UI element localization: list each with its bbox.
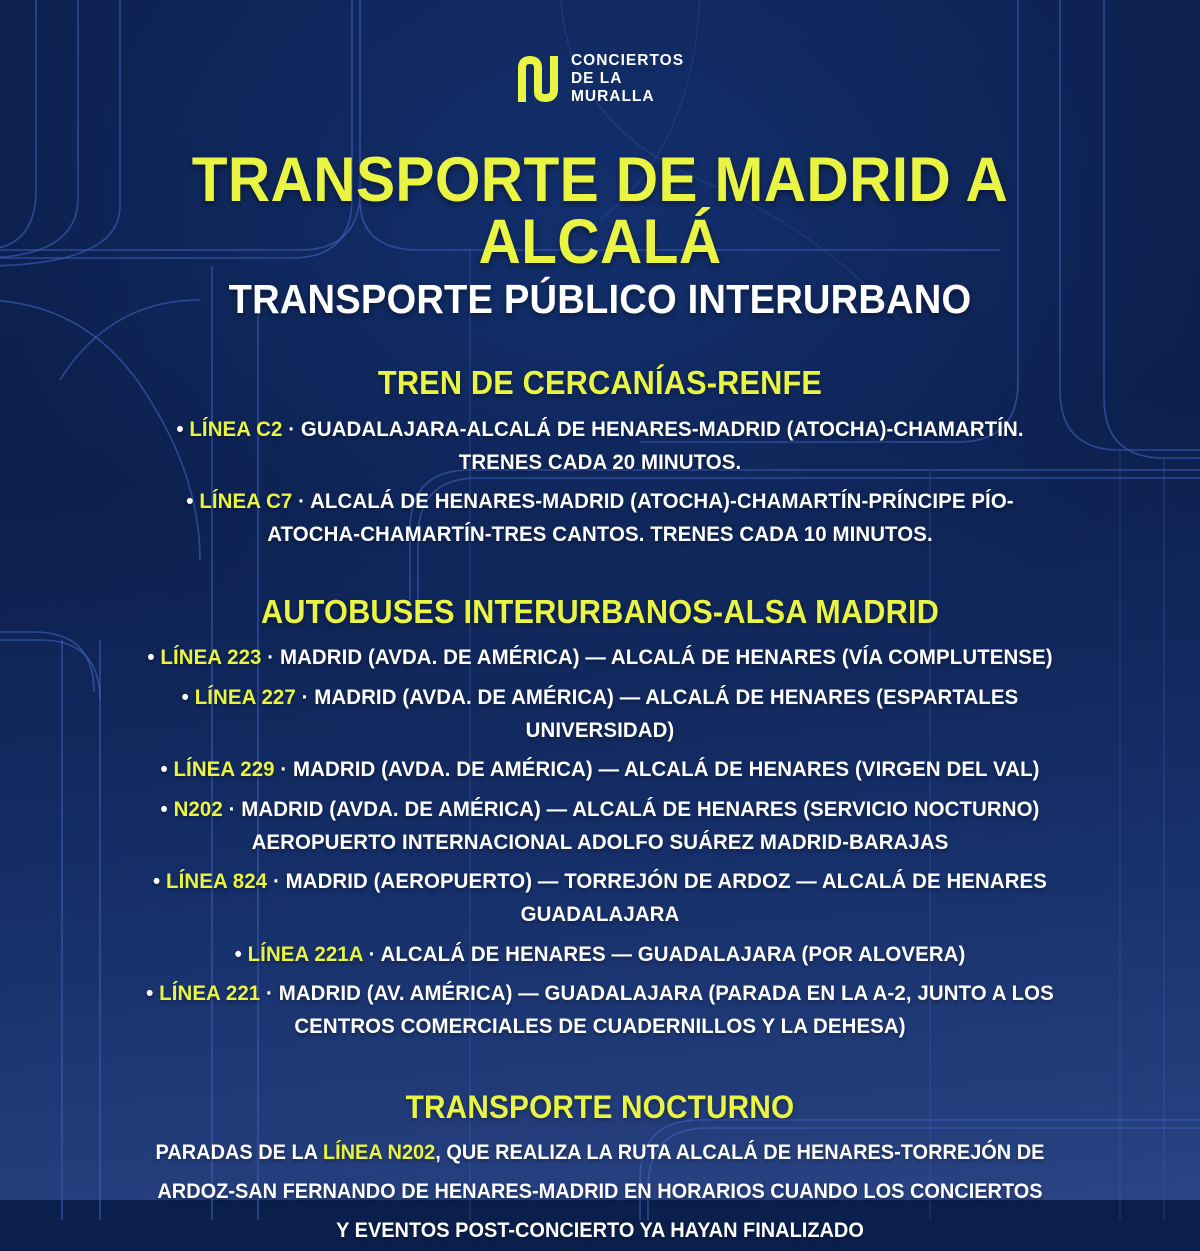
line-separator: · xyxy=(288,417,296,442)
line-description: GUADALAJARA-ALCALÁ DE HENARES-MADRID (ATOCHA)-CHAMARTÍN. TRENES CADA 20 MINUTOS. xyxy=(300,417,1024,474)
transport-line-item xyxy=(144,641,1056,674)
line-description: MADRID (AEROPUERTO) — TORREJÓN DE ARDOZ — ALCALÁ DE HENARES GUADALAJARA xyxy=(285,869,1047,927)
tren-line-list xyxy=(60,413,1140,551)
bullet-icon: • xyxy=(153,869,161,894)
line-number-badge: N202 xyxy=(173,797,223,822)
nocturno-note xyxy=(149,1134,1052,1251)
line-separator: · xyxy=(280,757,288,782)
bullet-icon: • xyxy=(146,981,154,1006)
section-autobuses-interurbanos xyxy=(60,592,1140,1043)
transport-line-item xyxy=(144,681,1056,746)
line-description: MADRID (AVDA. DE AMÉRICA) — ALCALÁ DE HENARES (VIRGEN DEL VAL) xyxy=(293,757,1040,782)
section-heading-tren: TREN DE CERCANÍAS-RENFE xyxy=(377,364,823,402)
muralla-m-logo-icon xyxy=(516,56,560,102)
section-heading-autobuses: AUTOBUSES INTERURBANOS-ALSA MADRID xyxy=(260,592,940,630)
bullet-icon: • xyxy=(160,757,168,782)
nocturno-note-after: , QUE REALIZA LA RUTA ALCALÁ DE HENARES-TORREJÓN DE ARDOZ-SAN FERNANDO DE HENARES-MADRID EN HORARIOS CUANDO LOS CONCIERTOS Y EVENTOS POST-CONCIERTO YA HAYAN FINALIZADO xyxy=(157,1141,1045,1243)
bullet-icon: • xyxy=(181,685,189,710)
bullet-icon: • xyxy=(176,417,184,442)
line-separator: · xyxy=(228,797,236,822)
transport-line-item xyxy=(144,938,1056,971)
line-description: ALCALÁ DE HENARES-MADRID (ATOCHA)-CHAMARTÍN-PRÍNCIPE PÍO-ATOCHA-CHAMARTÍN-TRES CANTOS. TRENES CADA 10 MINUTOS. xyxy=(267,489,1014,547)
line-description: ALCALÁ DE HENARES — GUADALAJARA (POR ALOVERA) xyxy=(380,941,966,966)
bullet-icon: • xyxy=(234,941,242,966)
line-separator: · xyxy=(266,981,273,1006)
line-number-badge: LÍNEA 229 xyxy=(173,757,275,782)
transport-line-item xyxy=(144,413,1056,478)
line-number-badge: LÍNEA 223 xyxy=(160,645,262,670)
line-separator: · xyxy=(368,941,376,966)
line-description: MADRID (AV. AMÉRICA) — GUADALAJARA (PARADA EN LA A-2, JUNTO A LOS CENTROS COMERCIALES DE CUADERNILLOS Y LA DEHESA) xyxy=(278,981,1054,1039)
transport-line-item xyxy=(144,793,1056,858)
transport-line-item xyxy=(144,753,1056,786)
line-separator: · xyxy=(301,685,309,710)
page-title: TRANSPORTE DE MADRID A ALCALÁ xyxy=(191,144,1009,277)
transport-line-item xyxy=(144,485,1056,550)
bus-line-list xyxy=(60,641,1140,1042)
line-separator: · xyxy=(272,869,280,894)
line-separator: · xyxy=(267,645,275,670)
line-description: MADRID (AVDA. DE AMÉRICA) — ALCALÁ DE HENARES (VÍA COMPLUTENSE) xyxy=(279,645,1053,670)
transport-line-item xyxy=(144,977,1056,1042)
line-number-badge: LÍNEA 227 xyxy=(194,685,296,710)
line-description: MADRID (AVDA. DE AMÉRICA) — ALCALÁ DE HENARES (ESPARTALES UNIVERSIDAD) xyxy=(314,685,1019,742)
bullet-icon: • xyxy=(160,797,168,822)
line-number-badge: LÍNEA 221 xyxy=(159,981,261,1006)
line-number-badge: LÍNEA C2 xyxy=(189,417,283,442)
section-tren-cercanias xyxy=(60,366,1140,550)
section-heading-nocturno: TRANSPORTE NOCTURNO xyxy=(405,1088,795,1125)
bullet-icon: • xyxy=(186,489,194,514)
brand-line-2: DE LA xyxy=(570,69,623,87)
nocturno-note-highlight: LÍNEA N202 xyxy=(322,1141,436,1165)
line-number-badge: LÍNEA 824 xyxy=(166,869,268,894)
line-number-badge: LÍNEA 221A xyxy=(247,941,363,966)
bullet-icon: • xyxy=(147,645,155,670)
brand-name xyxy=(571,52,684,106)
transport-line-item xyxy=(144,865,1056,930)
line-separator: · xyxy=(298,489,306,514)
brand-line-1: CONCIERTOS xyxy=(570,52,685,69)
page-subtitle: TRANSPORTE PÚBLICO INTERURBANO xyxy=(228,276,972,323)
line-number-badge: LÍNEA C7 xyxy=(199,489,293,514)
section-transporte-nocturno xyxy=(60,1088,1140,1251)
line-description: MADRID (AVDA. DE AMÉRICA) — ALCALÁ DE HENARES (SERVICIO NOCTURNO) AEROPUERTO INTERNACIONAL ADOLFO SUÁREZ MADRID-BARAJAS xyxy=(241,797,1040,854)
brand-line-3: MURALLA xyxy=(570,87,655,105)
brand-logo xyxy=(60,0,1140,106)
nocturno-note-before: PARADAS DE LA xyxy=(155,1141,323,1165)
